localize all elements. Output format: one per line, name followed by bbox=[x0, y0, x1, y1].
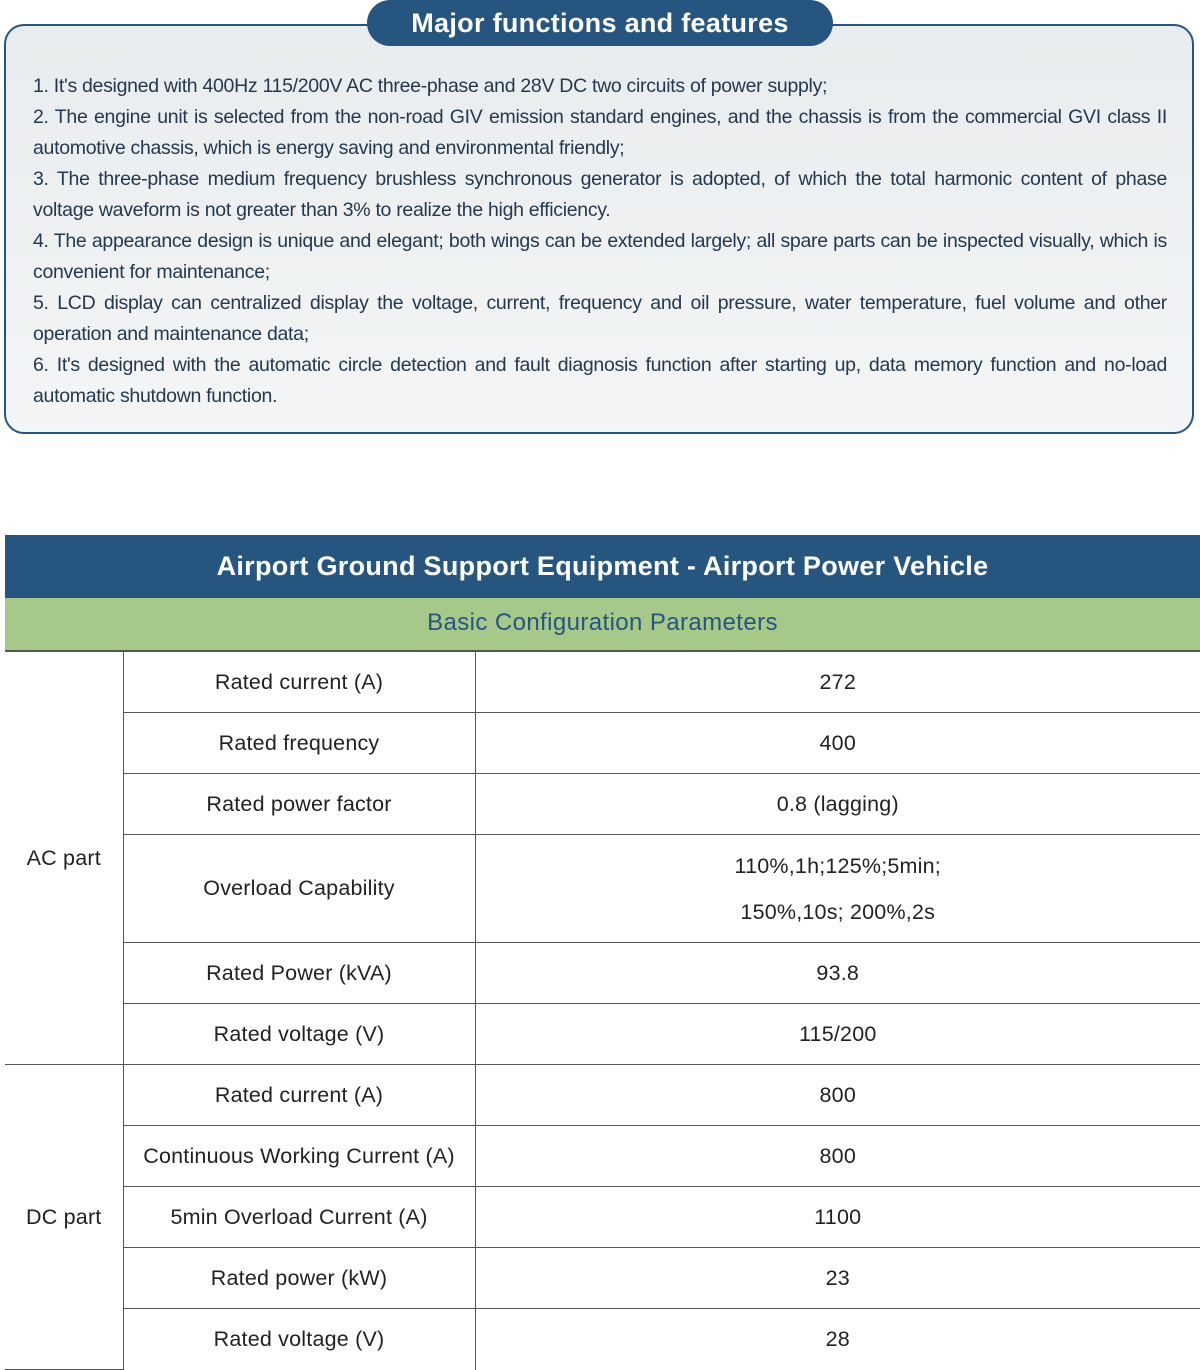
param-value: 800 bbox=[475, 1126, 1200, 1187]
param-value: 115/200 bbox=[475, 1004, 1200, 1065]
param-label: Rated power factor bbox=[123, 774, 475, 835]
feature-item: 3. The three-phase medium frequency brushless synchronous generator is adopted, of which the total harmonic content of phase voltage waveform is not greater than 3% to realize the high efficiency. bbox=[33, 168, 1167, 221]
param-label: Continuous Working Current (A) bbox=[123, 1126, 475, 1187]
spec-table-section bbox=[5, 535, 1200, 1370]
param-value: 23 bbox=[475, 1248, 1200, 1309]
param-value: 400 bbox=[475, 713, 1200, 774]
spec-table-title: Airport Ground Support Equipment - Airport Power Vehicle bbox=[5, 535, 1200, 598]
table-row bbox=[5, 835, 1200, 943]
param-value-line: 110%,1h;125%;5min; bbox=[734, 853, 941, 878]
param-label: 5min Overload Current (A) bbox=[123, 1187, 475, 1248]
table-row bbox=[5, 1248, 1200, 1309]
feature-item: 4. The appearance design is unique and elegant; both wings can be extended largely; all spare parts can be inspected visually, which is convenient for maintenance; bbox=[33, 230, 1167, 283]
param-label: Overload Capability bbox=[123, 835, 475, 943]
feature-item: 2. The engine unit is selected from the non-road GIV emission standard engines, and the chassis is from the commercial GVI class II automotive chassis, which is energy saving and environmental friendly; bbox=[33, 106, 1167, 159]
feature-item: 6. It's designed with the automatic circle detection and fault diagnosis function after starting up, data memory function and no-load automatic shutdown function. bbox=[33, 354, 1167, 407]
table-row bbox=[5, 1309, 1200, 1370]
param-value bbox=[475, 835, 1200, 943]
spec-table-subtitle: Basic Configuration Parameters bbox=[5, 598, 1200, 651]
param-value: 93.8 bbox=[475, 943, 1200, 1004]
param-label: Rated voltage (V) bbox=[123, 1004, 475, 1065]
param-label: Rated current (A) bbox=[123, 1065, 475, 1126]
table-row bbox=[5, 713, 1200, 774]
param-label: Rated current (A) bbox=[123, 652, 475, 713]
table-row bbox=[5, 774, 1200, 835]
table-row bbox=[5, 1065, 1200, 1126]
param-value: 800 bbox=[475, 1065, 1200, 1126]
features-panel bbox=[4, 24, 1194, 434]
table-row bbox=[5, 1187, 1200, 1248]
param-value: 0.8 (lagging) bbox=[475, 774, 1200, 835]
table-row bbox=[5, 1004, 1200, 1065]
param-label: Rated voltage (V) bbox=[123, 1309, 475, 1370]
dc-part-label: DC part bbox=[5, 1065, 123, 1370]
param-label: Rated power (kW) bbox=[123, 1248, 475, 1309]
ac-part-label: AC part bbox=[5, 652, 123, 1065]
features-list bbox=[33, 71, 1167, 412]
spec-table bbox=[5, 651, 1200, 1370]
table-row bbox=[5, 943, 1200, 1004]
feature-item: 5. LCD display can centralized display the voltage, current, frequency and oil pressure, water temperature, fuel volume and other operation and maintenance data; bbox=[33, 292, 1167, 345]
param-value: 1100 bbox=[475, 1187, 1200, 1248]
table-row bbox=[5, 1126, 1200, 1187]
features-title: Major functions and features bbox=[367, 0, 833, 46]
param-value: 272 bbox=[475, 652, 1200, 713]
param-value: 28 bbox=[475, 1309, 1200, 1370]
param-label: Rated Power (kVA) bbox=[123, 943, 475, 1004]
feature-item: 1. It's designed with 400Hz 115/200V AC three-phase and 28V DC two circuits of power supply; bbox=[33, 75, 828, 97]
table-row bbox=[5, 652, 1200, 713]
param-value-line: 150%,10s; 200%,2s bbox=[740, 899, 936, 924]
param-label: Rated frequency bbox=[123, 713, 475, 774]
